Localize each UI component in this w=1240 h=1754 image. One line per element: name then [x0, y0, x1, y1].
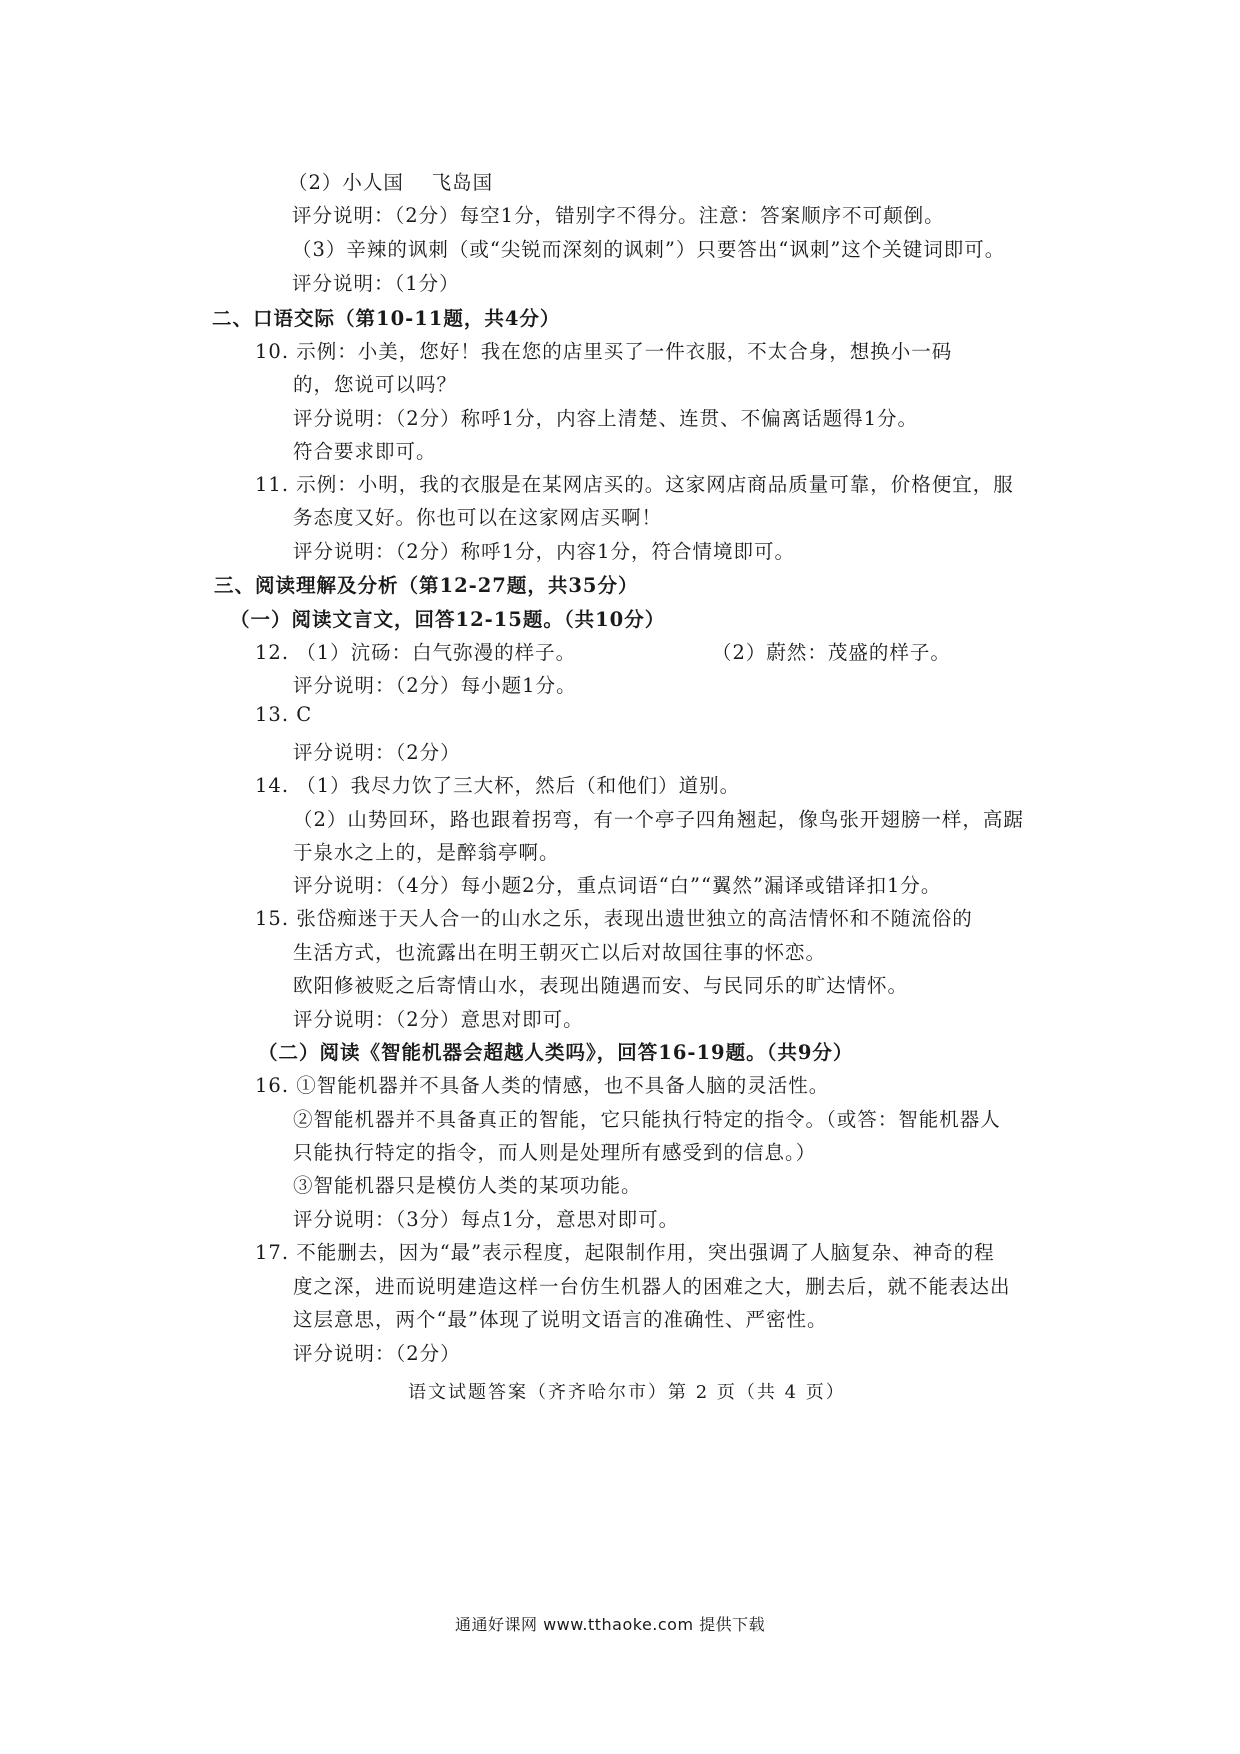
scoring-note: 评分说明：（2分）称呼1分，内容1分，符合情境即可。 — [293, 540, 795, 563]
answer-line: （3）辛辣的讽刺（或“尖锐而深刻的讽刺”）只要答出“讽刺”这个关键词即可。 — [292, 238, 1006, 261]
answer-line: 生活方式，也流露出在明王朝灭亡以后对故国往事的怀恋。 — [293, 941, 827, 964]
answer-line: 17. 不能删去，因为“最”表示程度，起限制作用，突出强调了人脑复杂、神奇的程 — [255, 1241, 995, 1264]
answer-line: 15. 张岱痴迷于天人合一的山水之乐，表现出遗世独立的高洁情怀和不随流俗的 — [255, 907, 973, 930]
scoring-note: 评分说明：（4分）每小题2分，重点词语“白”“翼然”漏译或错译扣1分。 — [293, 874, 942, 897]
subsection-heading: （二）阅读《智能机器会超越人类吗》，回答16-19题。（共9分） — [258, 1041, 854, 1064]
answer-line: 14. （1）我尽力饮了三大杯，然后（和他们）道别。 — [255, 774, 741, 797]
answer-line: 只能执行特定的指令，而人则是处理所有感受到的信息。） — [293, 1141, 817, 1164]
section-heading: 二、口语交际（第10-11题，共4分） — [212, 307, 561, 330]
scoring-note: 评分说明：（2分）称呼1分，内容上清楚、连贯、不偏离话题得1分。 — [293, 407, 918, 430]
answer-line: ②智能机器并不具备真正的智能，它只能执行特定的指令。（或答：智能机器人 — [293, 1108, 1001, 1131]
answer-line: 于泉水之上的，是醉翁亭啊。 — [293, 841, 560, 864]
answer-line: 10. 示例：小美，您好！我在您的店里买了一件衣服，不太合身，想换小一码 — [255, 340, 953, 363]
scoring-note: 评分说明：（3分）每点1分，意思对即可。 — [293, 1208, 680, 1231]
scoring-note: 评分说明：（2分）每小题1分。 — [293, 674, 577, 697]
answer-line: 12. （1）沆砀：白气弥漫的样子。 — [255, 641, 577, 664]
answer-line: （2）山势回环，路也跟着拐弯，有一个亭子四角翘起，像鸟张开翅膀一样，高踞 — [293, 808, 1024, 831]
answer-line: 11. 示例：小明，我的衣服是在某网店买的。这家网店商品质量可靠，价格便宜，服 — [255, 473, 1014, 496]
answer-line: 欧阳修被贬之后寄情山水，表现出随遇而安、与民同乐的旷达情怀。 — [293, 974, 909, 997]
answer-line: 这层意思，两个“最”体现了说明文语言的准确性、严密性。 — [293, 1308, 828, 1331]
answer-line: （2）小人国 飞岛国 — [288, 171, 494, 194]
answer-line: 16. ①智能机器并不具备人类的情感，也不具备人脑的灵活性。 — [255, 1074, 830, 1097]
page-footer: 语文试题答案（齐齐哈尔市）第 2 页（共 4 页） — [408, 1382, 846, 1403]
answer-line: ③智能机器只是模仿人类的某项功能。 — [293, 1174, 642, 1197]
scoring-note: 评分说明：（2分） — [293, 741, 461, 764]
scoring-note: 评分说明：（2分）意思对即可。 — [293, 1008, 584, 1031]
download-credit: 通通好课网 www.tthaoke.com 提供下载 — [455, 1615, 766, 1634]
subsection-heading: （一）阅读文言文，回答12-15题。（共10分） — [230, 608, 666, 631]
answer-line: 13. C — [255, 703, 313, 726]
scoring-note: 评分说明：（2分） — [293, 1342, 461, 1365]
scoring-note: 评分说明：（1分） — [292, 272, 460, 295]
answer-line: 度之深，进而说明建造这样一台仿生机器人的困难之大，删去后，就不能表达出 — [293, 1275, 1011, 1298]
scoring-note: 符合要求即可。 — [293, 440, 437, 463]
answer-line: （2）蔚然：茂盛的样子。 — [712, 641, 951, 664]
answer-line: 的，您说可以吗？ — [293, 373, 458, 396]
scoring-note: 评分说明：（2分）每空1分，错别字不得分。注意：答案顺序不可颠倒。 — [292, 204, 945, 227]
section-heading: 三、阅读理解及分析（第12-27题，共35分） — [214, 574, 639, 597]
answer-line: 务态度又好。你也可以在这家网店买啊！ — [293, 506, 663, 529]
